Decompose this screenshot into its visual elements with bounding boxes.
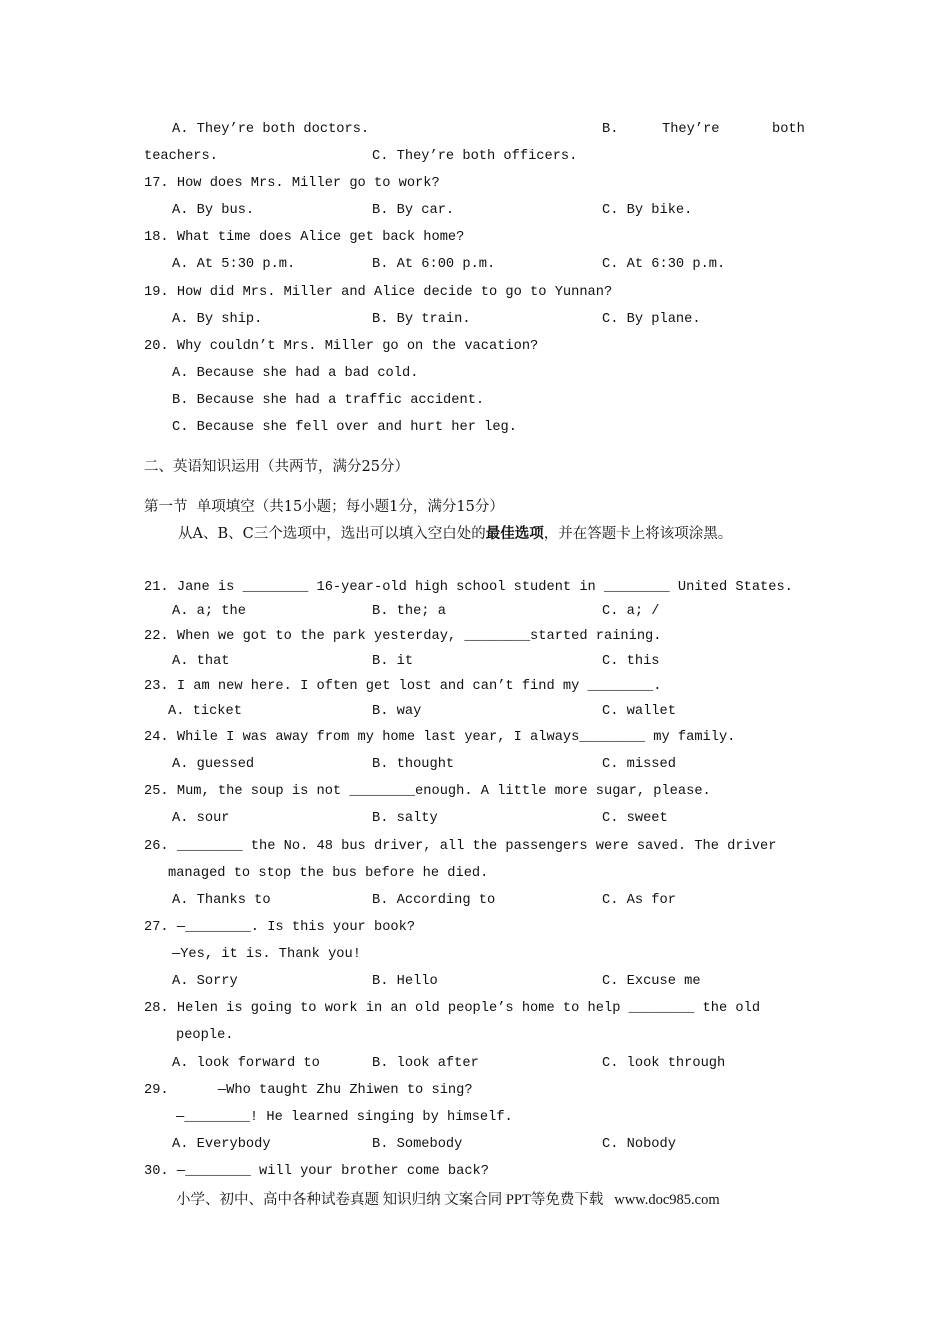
q27-option-a: A. Sorry xyxy=(172,974,238,989)
section-title: 二、英语知识运用（共两节，满分25分） xyxy=(144,459,409,475)
q27-option-c: C. Excuse me xyxy=(602,974,701,989)
q16-option-b-text: teachers. xyxy=(144,149,218,164)
q24-stem: 24. While I was away from my home last year, I always________ my family. xyxy=(144,730,736,745)
q19-option-a: A. By ship. xyxy=(172,312,263,327)
q29-stem-cont: —________! He learned singing by himself. xyxy=(176,1110,513,1125)
instructions xyxy=(178,525,732,543)
q18-option-c: C. At 6:30 p.m. xyxy=(602,257,726,272)
q29-stem: 29. —Who taught Zhu Zhiwen to sing? xyxy=(144,1083,473,1098)
q22-stem: 22. When we got to the park yesterday, ________started raining. xyxy=(144,629,662,644)
q21-option-a: A. a; the xyxy=(172,604,246,619)
q17-stem: 17. How does Mrs. Miller go to work? xyxy=(144,176,440,191)
q26-option-c: C. As for xyxy=(602,893,676,908)
q23-option-b: B. way xyxy=(372,704,422,719)
q22-option-b: B. it xyxy=(372,654,414,669)
q16-option-b-text: both xyxy=(772,122,805,137)
q28-option-b: B. look after xyxy=(372,1056,479,1071)
q16-option-c: C. They’re both officers. xyxy=(372,149,578,164)
instructions-text: ，并在答题卡上将该项涂黑。 xyxy=(543,526,733,542)
q26-stem-cont: managed to stop the bus before he died. xyxy=(168,866,489,881)
q26-option-b: B. According to xyxy=(372,893,496,908)
q28-option-a: A. look forward to xyxy=(172,1056,320,1071)
q21-stem: 21. Jane is ________ 16-year-old high school student in ________ United States. xyxy=(144,580,793,595)
q18-option-b: B. At 6:00 p.m. xyxy=(372,257,496,272)
q17-option-c: C. By bike. xyxy=(602,203,693,218)
q24-option-b: B. thought xyxy=(372,757,455,772)
q24-option-c: C. missed xyxy=(602,757,676,772)
q20-option-c: C. Because she fell over and hurt her leg. xyxy=(172,420,517,435)
footer-text: 小学、初中、高中各种试卷真题 知识归纳 文案合同 PPT等免费下载 www.doc985.com xyxy=(176,1192,720,1208)
q20-option-a: A. Because she had a bad cold. xyxy=(172,366,419,381)
instructions-bold: 最佳选项 xyxy=(485,525,544,542)
q16-option-b-text: They’re xyxy=(662,122,720,137)
q22-option-c: C. this xyxy=(602,654,660,669)
q22-option-a: A. that xyxy=(172,654,230,669)
q17-option-b: B. By car. xyxy=(372,203,455,218)
q18-option-a: A. At 5:30 p.m. xyxy=(172,257,296,272)
part-title: 第一节 单项填空（共15小题；每小题1分，满分15分） xyxy=(144,499,504,515)
instructions-text: 从A、B、C三个选项中，选出可以填入空白处的 xyxy=(178,526,486,542)
q25-option-a: A. sour xyxy=(172,811,230,826)
q20-stem: 20. Why couldn’t Mrs. Miller go on the vacation? xyxy=(144,339,539,354)
q25-stem: 25. Mum, the soup is not ________enough. A little more sugar, please. xyxy=(144,784,711,799)
q16-option-a: A. They’re both doctors. xyxy=(172,122,370,137)
q27-stem-cont: —Yes, it is. Thank you! xyxy=(172,947,361,962)
q23-stem: 23. I am new here. I often get lost and can’t find my ________. xyxy=(144,679,662,694)
q29-option-b: B. Somebody xyxy=(372,1137,463,1152)
q29-option-a: A. Everybody xyxy=(172,1137,271,1152)
q25-option-b: B. salty xyxy=(372,811,438,826)
q21-option-b: B. the; a xyxy=(372,604,446,619)
q24-option-a: A. guessed xyxy=(172,757,255,772)
q25-option-c: C. sweet xyxy=(602,811,668,826)
q28-stem-cont: people. xyxy=(176,1028,234,1043)
q18-stem: 18. What time does Alice get back home? xyxy=(144,230,465,245)
q19-option-c: C. By plane. xyxy=(602,312,701,327)
q26-stem: 26. ________ the No. 48 bus driver, all the passengers were saved. The driver xyxy=(144,839,777,854)
q17-option-a: A. By bus. xyxy=(172,203,255,218)
q19-stem: 19. How did Mrs. Miller and Alice decide to go to Yunnan? xyxy=(144,285,613,300)
q28-option-c: C. look through xyxy=(602,1056,726,1071)
q29-option-c: C. Nobody xyxy=(602,1137,676,1152)
q30-stem: 30. —________ will your brother come back? xyxy=(144,1164,489,1179)
q28-stem: 28. Helen is going to work in an old people’s home to help ________ the old xyxy=(144,1001,761,1016)
q16-option-b-label: B. xyxy=(602,122,619,137)
q21-option-c: C. a; / xyxy=(602,604,660,619)
q27-option-b: B. Hello xyxy=(372,974,438,989)
q23-option-a: A. ticket xyxy=(168,704,242,719)
q27-stem: 27. —________. Is this your book? xyxy=(144,920,416,935)
q23-option-c: C. wallet xyxy=(602,704,676,719)
q20-option-b: B. Because she had a traffic accident. xyxy=(172,393,485,408)
q19-option-b: B. By train. xyxy=(372,312,471,327)
q26-option-a: A. Thanks to xyxy=(172,893,271,908)
